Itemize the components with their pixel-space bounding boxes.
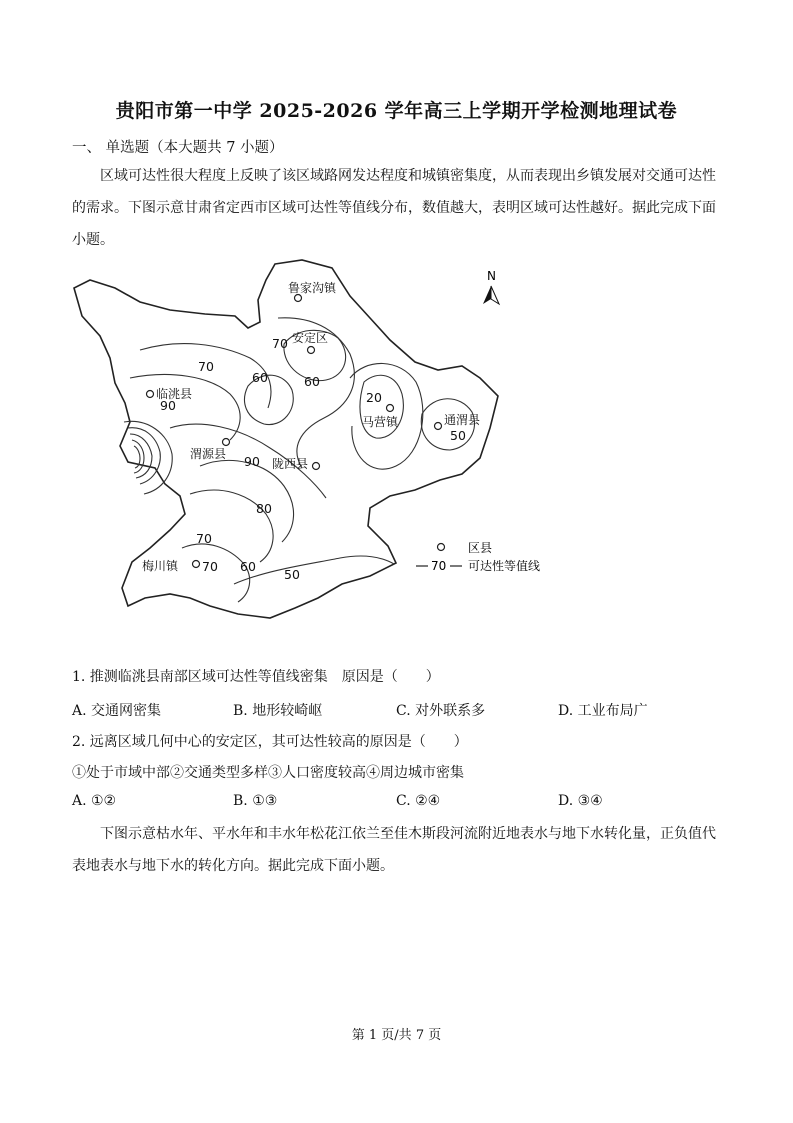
- question-1-option-a[interactable]: A. 交通网密集: [72, 703, 162, 719]
- contour-label-90: 90: [160, 398, 176, 413]
- question-1-option-d[interactable]: D. 工业布局广: [558, 703, 648, 719]
- question-1-option-c[interactable]: C. 对外联系多: [396, 703, 486, 719]
- label-mayingzhen: 马营镇: [362, 415, 399, 429]
- question-2-stem: 2. 远离区域几何中心的安定区，其可达性较高的原因是（ ）: [72, 734, 468, 750]
- question-2-option-c[interactable]: C. ②④: [396, 793, 441, 809]
- label-longxi: 陇西县: [272, 457, 309, 471]
- point-lintao: [147, 391, 154, 398]
- legend-contour-label: 可达性等值线: [468, 559, 541, 573]
- question-1-option-b[interactable]: B. 地形较崎岖: [233, 703, 323, 719]
- legend-county-icon: [438, 544, 445, 551]
- question-1-stem: 1. 推测临洮县南部区域可达性等值线密集 原因是（ ）: [72, 669, 440, 685]
- contour-label-70: 70: [196, 531, 212, 546]
- accessibility-map: [70, 258, 550, 622]
- map-legend: [416, 541, 540, 573]
- intro-paragraph: 区域可达性很大程度上反映了该区域路网发达程度和城镇密集度，从而表现出乡镇发展对交通可达性的需求。下图示意甘肃省定西市区域可达性等值线分布，数值越大，表明区域可达性越好。据此完成下面小题。: [72, 168, 716, 248]
- page-title: 贵阳市第一中学 2025-2026 学年高三上学期开学检测地理试卷: [115, 100, 678, 122]
- contour-label-70: 70: [202, 559, 218, 574]
- point-tongwei: [435, 423, 442, 430]
- label-anding: 安定区: [292, 331, 329, 345]
- point-lujiagou: [295, 295, 302, 302]
- contour-label-60: 60: [252, 370, 268, 385]
- label-meichuan: 梅川镇: [142, 559, 179, 573]
- label-lintao: 临洮县: [156, 387, 193, 401]
- question-2-option-d[interactable]: D. ③④: [558, 793, 603, 809]
- question-2-option-b[interactable]: B. ①③: [233, 793, 278, 809]
- contour-label-80: 80: [256, 501, 272, 516]
- contour-label-70: 70: [198, 359, 214, 374]
- section-heading: 一、 单选题（本大题共 7 小题）: [72, 140, 284, 156]
- contour-label-50: 50: [284, 567, 300, 582]
- label-weiyuan: 渭源县: [190, 447, 227, 461]
- point-mayingzhen: [387, 405, 394, 412]
- label-tongwei: 通渭县: [444, 413, 481, 427]
- contour-label-90: 90: [244, 454, 260, 469]
- page-footer: 第 1 页/共 7 页: [351, 1028, 442, 1043]
- question-2-statements: ①处于市域中部②交通类型多样③人口密度较高④周边城市密集: [72, 765, 464, 781]
- svg-text:N: N: [487, 269, 496, 283]
- contour-label-60: 60: [304, 374, 320, 389]
- point-anding: [308, 347, 315, 354]
- point-weiyuan: [223, 439, 230, 446]
- contour-label-50: 50: [450, 428, 466, 443]
- legend-county-label: 区县: [468, 541, 493, 555]
- point-meichuan: [193, 561, 200, 568]
- north-arrow-icon: [483, 269, 499, 304]
- contour-label-70: 70: [272, 336, 288, 351]
- label-lujiagou: 鲁家沟镇: [288, 281, 337, 295]
- intro-paragraph-2: 下图示意枯水年、平水年和丰水年松花江依兰至佳木斯段河流附近地表水与地下水转化量，正负值代表地表水与地下水的转化方向。据此完成下面小题。: [72, 826, 716, 874]
- legend-contour-value: 70: [431, 559, 447, 573]
- contour-label-60: 60: [240, 559, 256, 574]
- contour-label-20: 20: [366, 390, 382, 405]
- question-2-option-a[interactable]: A. ①②: [72, 793, 117, 809]
- point-longxi: [313, 463, 320, 470]
